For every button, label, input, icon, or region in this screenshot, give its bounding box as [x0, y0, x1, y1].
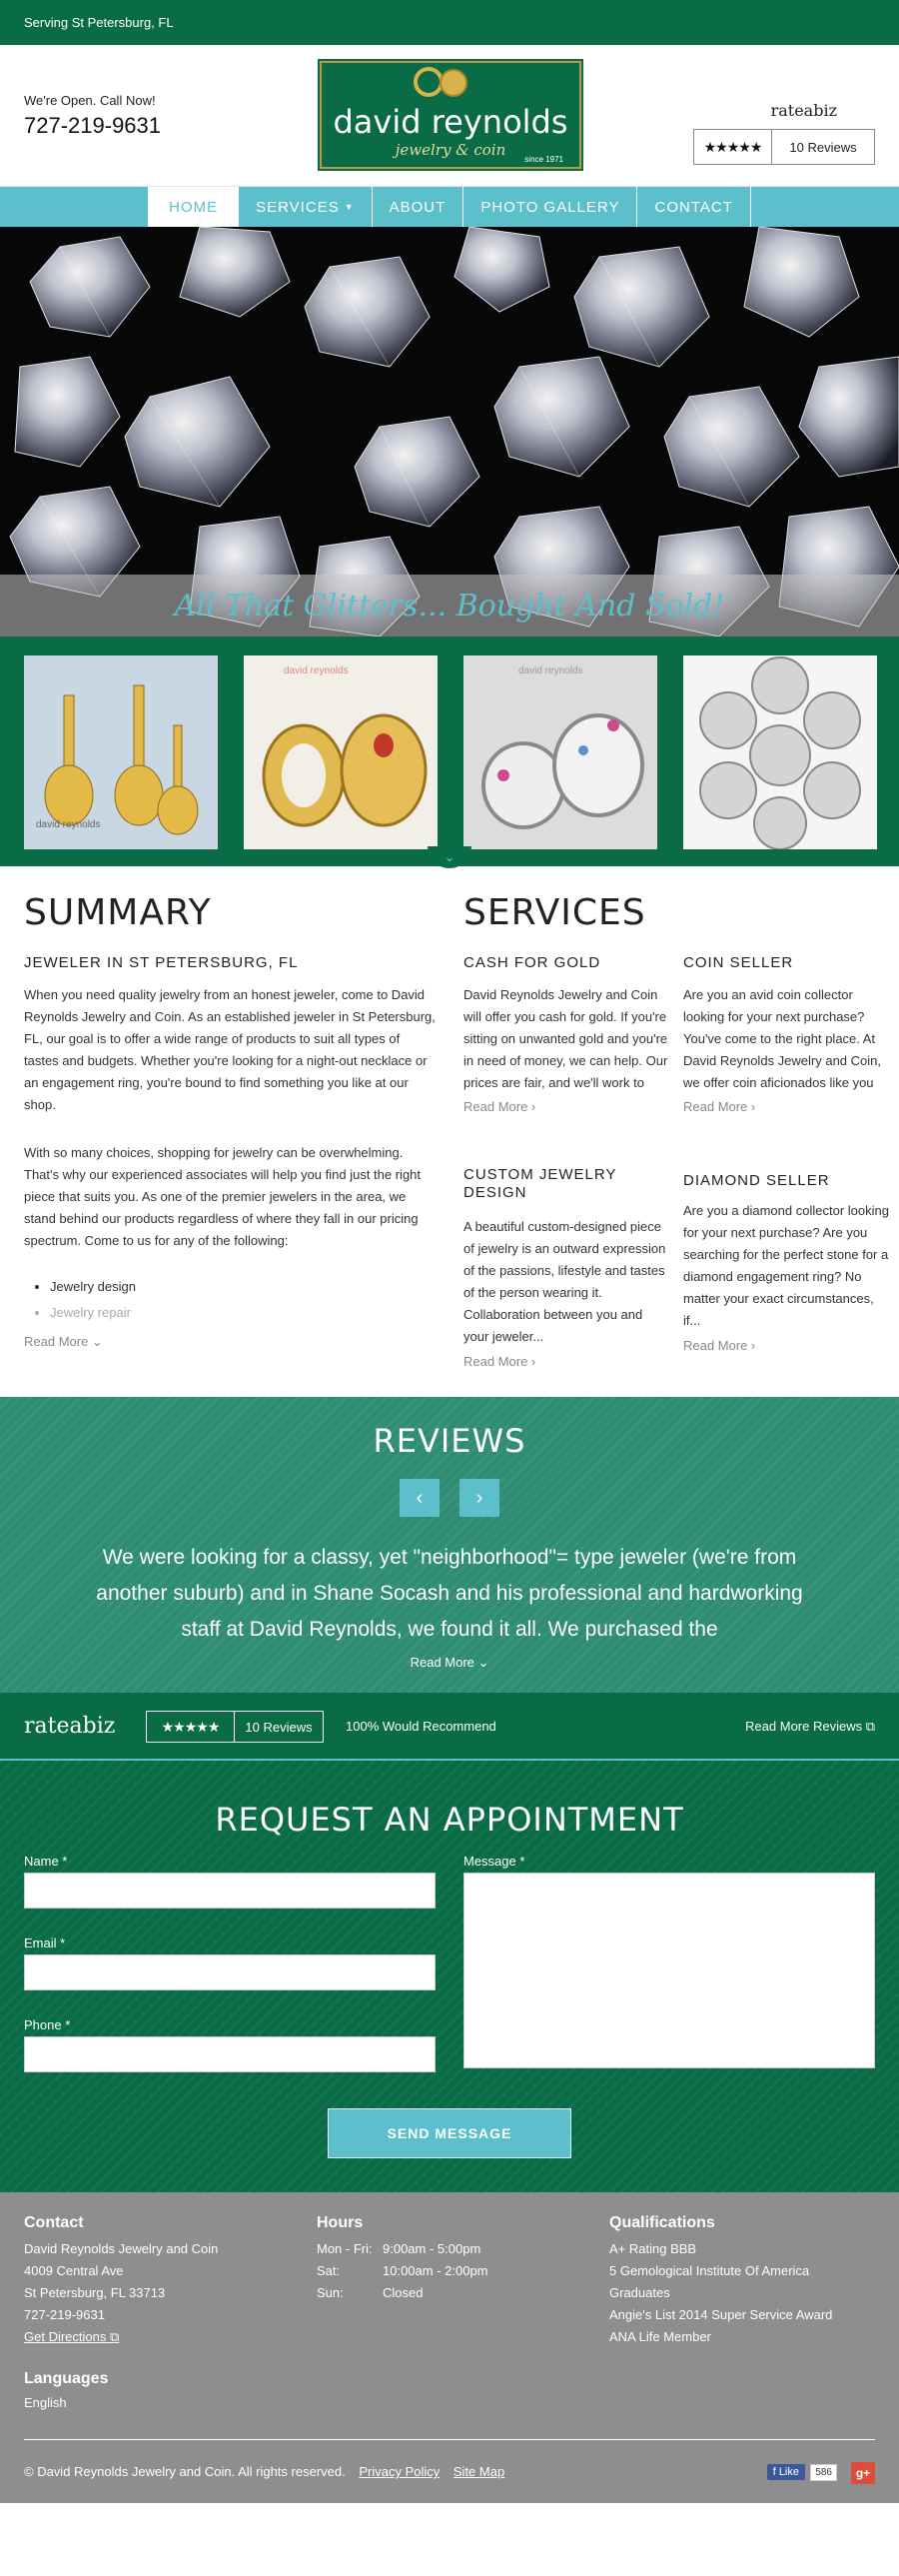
summary-paragraph-1: When you need quality jewelry from an honest jeweler, come to David Reynolds Jewelry and Coin. As an established jeweler in St Petersburg, FL, our goal is to offer a wide range of products to suit all types of tastes and budgets. Whether you're looking for a night-out necklace or an engagement ring, you're bound to find something you like at our shop.: [24, 987, 436, 1112]
nav-photo-gallery[interactable]: PHOTO GALLERY: [463, 187, 637, 227]
recommend-text: 100% Would Recommend: [346, 1719, 496, 1734]
hero-banner: [0, 227, 899, 637]
nav-home[interactable]: HOME: [148, 187, 239, 227]
summary-paragraph-2: With so many choices, shopping for jewelry can be overwhelming. That's why our experienced associates will help you find just the right piece that suits you. As one of the premier jewelers in the area, we stand behind our products regardless of where they fall in our pricing spectrum. Come to us for any of the following:: [24, 1145, 422, 1248]
prev-review-button[interactable]: [400, 1479, 440, 1517]
review-read-more[interactable]: Read More ⌄: [410, 1655, 489, 1670]
main-nav: [0, 187, 899, 227]
email-label: Email *: [24, 1935, 66, 1950]
site-map-link[interactable]: Site Map: [452, 2464, 505, 2479]
gallery-thumb-rings[interactable]: [244, 655, 438, 849]
logo-since: since 1971: [524, 155, 563, 164]
hours-time: 10:00am - 2:00pm: [383, 2263, 488, 2278]
hero-tagline: All That Glitters... Bought And Sold!: [0, 575, 899, 637]
coin-icon: [440, 69, 467, 97]
rateabiz-logo: rateabiz: [24, 1714, 116, 1739]
rating-widget[interactable]: [693, 129, 875, 165]
name-label: Name *: [24, 1854, 68, 1869]
review-count: 10 Reviews: [245, 1719, 313, 1735]
qualification-item: Angie's List 2014 Super Service Award: [609, 2307, 833, 2322]
service-title-cash-for-gold: CASH FOR GOLD: [463, 954, 601, 971]
silver-coins-image: [683, 655, 877, 849]
email-field[interactable]: [24, 1954, 436, 1990]
guitar-pendants-image: [24, 655, 218, 849]
footer-hours-heading: Hours: [317, 2214, 364, 2231]
rateabiz-logo: rateabiz: [770, 101, 837, 120]
stars-icon: ★★★★★: [147, 1712, 235, 1742]
appointment-heading: REQUEST AN APPOINTMENT: [215, 1801, 684, 1839]
top-bar: [0, 0, 899, 45]
qualification-item: ANA Life Member: [609, 2329, 711, 2344]
appointment-section: [0, 1761, 899, 2192]
header: [0, 45, 899, 187]
hours-day: Sat:: [317, 2263, 341, 2278]
gallery-thumb-coins[interactable]: [683, 655, 877, 849]
service-title-diamond-seller: DIAMOND SELLER: [683, 1172, 830, 1189]
summary-subtitle: JEWELER IN ST PETERSBURG, FL: [24, 954, 299, 971]
review-quote: We were looking for a classy, yet "neighborhood"= type jeweler (we're from another suburb) and in Shane Socash and his professional and hardworking staff at David Reynolds, we found it all. We purchased the: [96, 1546, 803, 1641]
service-more-custom-jewelry[interactable]: Read More ›: [463, 1354, 536, 1369]
open-call-text: We're Open. Call Now!: [24, 93, 156, 108]
svg-text:david reynolds: david reynolds: [518, 665, 583, 676]
service-text-cash-for-gold: David Reynolds Jewelry and Coin will offer you cash for gold. If you're sitting on unwanted gold and you're in need of money, we can help. Our prices are fair, and we'll work to: [463, 987, 668, 1090]
qualification-item: 5 Gemological Institute Of America: [609, 2263, 810, 2278]
nav-services[interactable]: [239, 187, 373, 227]
svg-text:david reynolds: david reynolds: [36, 819, 101, 830]
send-message-button[interactable]: SEND MESSAGE: [328, 2108, 571, 2158]
footer-qualifications-heading: Qualifications: [609, 2214, 715, 2231]
service-text-custom-jewelry: A beautiful custom-designed piece of jewelry is an outward expression of the passions, lifestyle and tastes of the person wearing it. Collaboration between you and your jeweler...: [463, 1219, 666, 1344]
nav-services-label: SERVICES: [256, 198, 340, 216]
summary-list: [50, 1274, 136, 1326]
qualifications-list: [609, 2238, 832, 2348]
facebook-like-button[interactable]: f Like: [767, 2464, 805, 2480]
nav-about[interactable]: ABOUT: [373, 187, 464, 227]
summary-heading: SUMMARY: [24, 892, 212, 933]
service-more-cash-for-gold[interactable]: Read More ›: [463, 1099, 536, 1114]
google-plus-icon[interactable]: g+: [851, 2462, 875, 2484]
gallery-thumb-silver-rings[interactable]: [463, 655, 657, 849]
photo-gallery-strip: [0, 637, 899, 866]
next-review-button[interactable]: [459, 1479, 499, 1517]
gold-rings-image: [244, 655, 438, 849]
business-name: David Reynolds Jewelry and Coin: [24, 2241, 219, 2256]
services-heading: SERVICES: [463, 892, 646, 933]
chevron-left-icon: ‹: [416, 1486, 424, 1509]
list-item: • Jewelry repair: [50, 1300, 136, 1326]
main-content: [0, 866, 899, 1397]
hours-time: Closed: [383, 2285, 424, 2300]
stars-icon: ★★★★★: [694, 130, 772, 164]
footer-divider: [24, 2439, 875, 2440]
gallery-thumb-guitars[interactable]: [24, 655, 218, 849]
qualification-item: Graduates: [609, 2285, 670, 2300]
hours-row: [317, 2238, 488, 2260]
silver-rings-image: [463, 655, 657, 849]
street-address: 4009 Central Ave: [24, 2263, 124, 2278]
phone-field[interactable]: [24, 2036, 436, 2072]
reviews-heading: REVIEWS: [373, 1422, 526, 1460]
nav-contact[interactable]: CONTACT: [637, 187, 750, 227]
site-logo[interactable]: [320, 61, 581, 169]
review-count: 10 Reviews: [789, 139, 857, 155]
name-field[interactable]: [24, 1873, 436, 1909]
message-field[interactable]: [463, 1873, 875, 2068]
footer-phone[interactable]: 727-219-9631: [24, 2307, 105, 2322]
chevron-down-icon[interactable]: ⌄: [428, 846, 471, 868]
privacy-policy-link[interactable]: Privacy Policy: [359, 2464, 441, 2479]
logo-name: david reynolds: [333, 103, 568, 141]
service-title-coin-seller: COIN SELLER: [683, 954, 794, 971]
copyright-bar: [24, 2464, 504, 2479]
hours-day: Mon - Fri:: [317, 2241, 373, 2256]
hours-row: [317, 2282, 488, 2304]
service-more-diamond-seller[interactable]: Read More ›: [683, 1338, 756, 1353]
list-item: • Jewelry design: [50, 1274, 136, 1300]
service-text-coin-seller: Are you an avid coin collector looking for your next purchase? You've come to the right place. At David Reynolds Jewelry and Coin, we offer coin aficionados like you: [683, 987, 881, 1090]
logo-subtitle: jewelry & coin: [395, 141, 506, 159]
phone-link[interactable]: 727-219-9631: [24, 113, 162, 138]
qualification-item: A+ Rating BBB: [609, 2241, 697, 2256]
city-address: St Petersburg, FL 33713: [24, 2285, 166, 2300]
hours-day: Sun:: [317, 2285, 344, 2300]
summary-read-more[interactable]: Read More ⌄: [24, 1334, 103, 1349]
serving-area-text: Serving St Petersburg, FL: [24, 15, 174, 30]
footer-contact-info: [24, 2238, 218, 2348]
read-more-reviews-link[interactable]: Read More Reviews ⧉: [745, 1719, 875, 1734]
message-label: Message *: [463, 1854, 525, 1869]
service-more-coin-seller[interactable]: Read More ›: [683, 1099, 756, 1114]
hours-table: [317, 2238, 488, 2304]
reviews-section: [0, 1397, 899, 1693]
footer-languages-heading: Languages: [24, 2370, 109, 2387]
like-count: 586: [810, 2464, 837, 2481]
rating-widget[interactable]: [146, 1711, 324, 1743]
svg-text:david reynolds: david reynolds: [284, 665, 349, 676]
hours-row: [317, 2260, 488, 2282]
service-title-custom-jewelry: CUSTOM JEWELRY DESIGN: [463, 1166, 617, 1201]
get-directions-link[interactable]: Get Directions ⧉: [24, 2329, 120, 2344]
footer: [0, 2192, 899, 2503]
footer-contact-heading: Contact: [24, 2214, 84, 2231]
rating-band: [0, 1693, 899, 1761]
chevron-right-icon: ›: [475, 1486, 483, 1509]
hours-time: 9:00am - 5:00pm: [383, 2241, 481, 2256]
phone-label: Phone *: [24, 2017, 71, 2032]
service-text-diamond-seller: Are you a diamond collector looking for your next purchase? Are you searching for the perfect stone for a diamond engagement ring? No matter your exact circumstances, if...: [683, 1203, 889, 1328]
caret-down-icon: ▼: [344, 202, 355, 212]
copyright-text: © David Reynolds Jewelry and Coin. All rights reserved.: [24, 2464, 346, 2479]
language-value: English: [24, 2395, 67, 2410]
